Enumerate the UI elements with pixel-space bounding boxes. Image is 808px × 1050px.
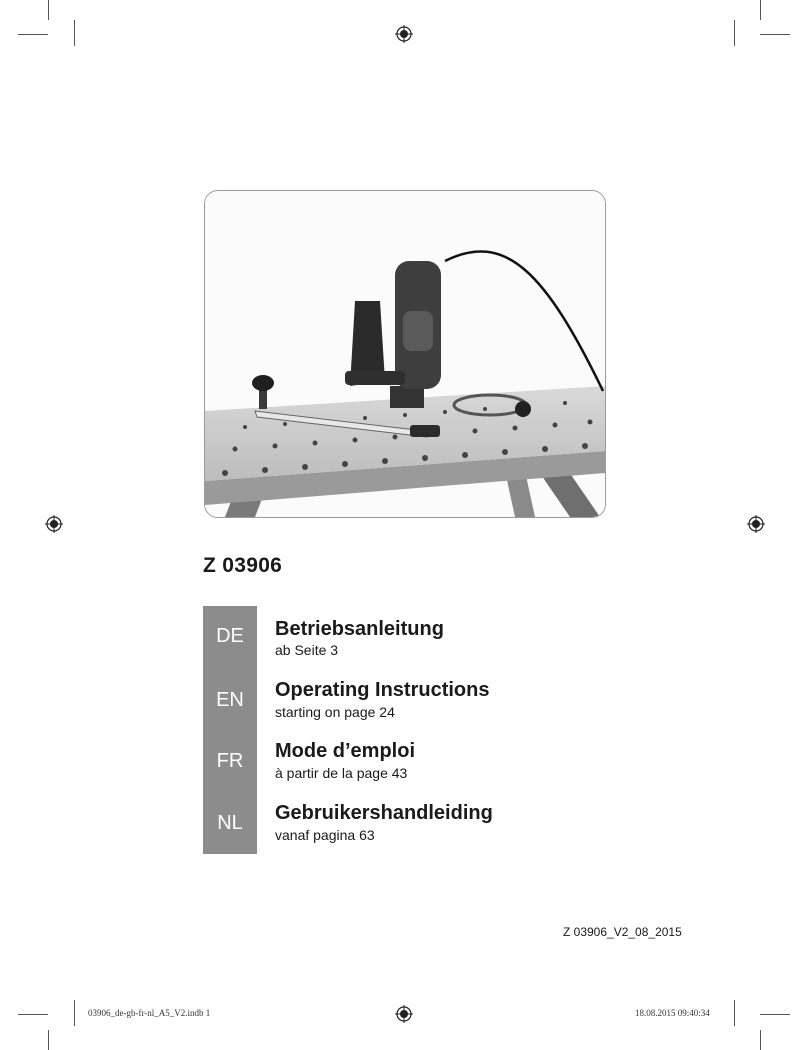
crop-mark (760, 0, 761, 20)
knob (252, 375, 274, 391)
registration-mark-icon (747, 515, 765, 533)
crop-mark (760, 1014, 790, 1015)
handle-base (345, 371, 405, 385)
crop-mark (760, 34, 790, 35)
crop-mark (48, 1030, 49, 1050)
crop-mark (18, 34, 48, 35)
lang-code-en: EN (216, 689, 244, 711)
footer-timestamp: 18.08.2015 09:40:34 (635, 1008, 710, 1018)
crop-mark (734, 1000, 735, 1026)
lang-code-de: DE (216, 625, 244, 647)
registration-mark-icon (395, 25, 413, 43)
product-illustration (205, 191, 605, 517)
lang-title-fr: Mode d’emploi (275, 740, 415, 762)
product-photo (204, 190, 606, 518)
tool-grip (403, 311, 433, 351)
crop-mark (18, 1014, 48, 1015)
model-number: Z 03906 (203, 554, 283, 577)
lang-title-nl: Gebruikershandleiding (275, 802, 493, 824)
stand-base (390, 386, 424, 408)
lang-code-nl: NL (217, 812, 243, 834)
crop-mark (48, 0, 49, 20)
crop-mark (74, 1000, 75, 1026)
lang-code-fr: FR (216, 750, 244, 772)
footer-file-name: 03906_de-gb-fr-nl_A5_V2.indb 1 (88, 1008, 211, 1018)
crop-mark (760, 1030, 761, 1050)
lang-title-en: Operating Instructions (275, 679, 490, 701)
lang-title-de: Betriebsanleitung (275, 618, 444, 640)
crop-mark (74, 20, 75, 46)
arm-clamp (410, 425, 440, 437)
lang-subtitle-fr: à partir de la page 43 (275, 765, 408, 781)
registration-mark-icon (45, 515, 63, 533)
document-code: Z 03906_V2_08_2015 (563, 925, 682, 939)
lang-subtitle-nl: vanaf pagina 63 (275, 827, 375, 843)
crop-mark (734, 20, 735, 46)
lang-subtitle-en: starting on page 24 (275, 704, 395, 720)
flex-shaft-handpiece (515, 401, 531, 417)
lang-subtitle-de: ab Seite 3 (275, 642, 339, 658)
registration-mark-icon (395, 1005, 413, 1023)
